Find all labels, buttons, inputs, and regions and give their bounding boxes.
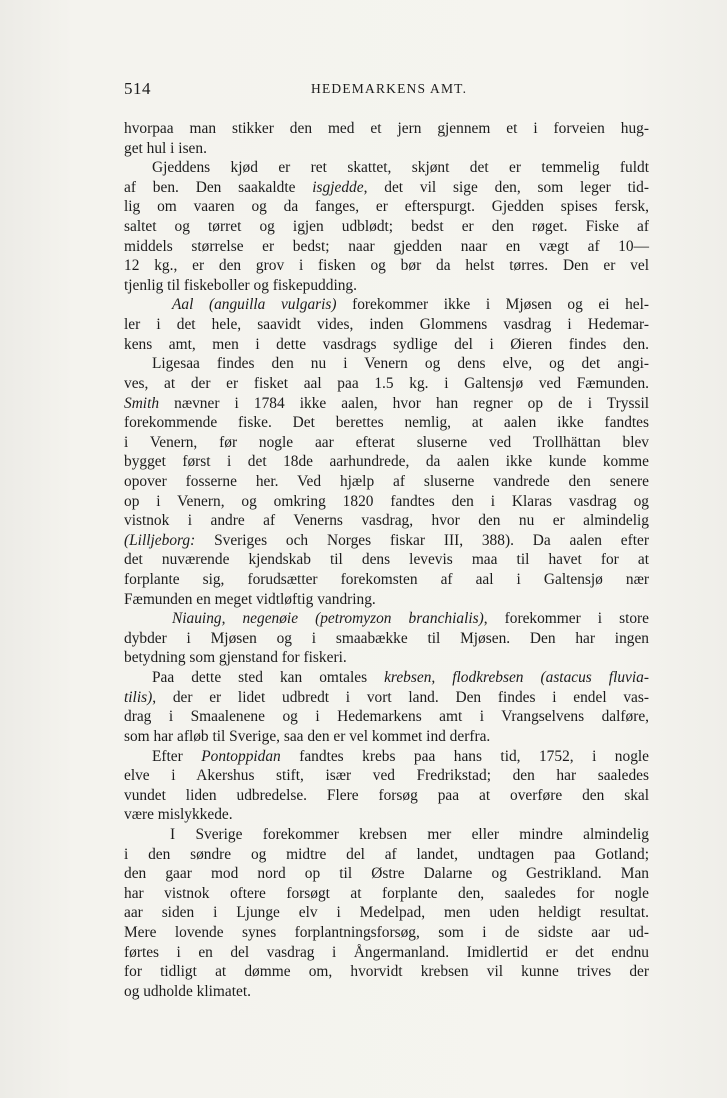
text-line: bygget først i det 18de aarhundrede, da aalen ikke kunde komme	[124, 453, 649, 471]
text-line: har vistnok oftere forsøgt at forplante den, saaledes for nogle	[124, 884, 649, 902]
text-line: dybder i Mjøsen og i smaabække til Mjøsen. Den har ingen	[124, 629, 649, 647]
text-line: forplante sig, forudsætter forekomsten af aal i Galtensjø nær	[124, 571, 649, 589]
body-text	[124, 119, 649, 1001]
text-line: for tidligt at dømme om, hvorvidt krebsen vil kunne trives der	[124, 963, 649, 981]
text-line: den gaar mod nord op til Østre Dalarne og Gestrikland. Man	[124, 865, 649, 883]
text-line: Paa dette sted kan omtales krebsen, flodkrebsen (astacus fluvia-	[152, 669, 649, 687]
running-title: HEDEMARKENS AMT.	[311, 81, 468, 96]
text-line: i den søndre og midtre del af landet, undtagen paa Gotland;	[124, 845, 649, 863]
text-line: kens amt, men i dette vasdrags sydlige del i Øieren findes den.	[124, 335, 649, 353]
text-line: vundet liden udbredelse. Flere forsøg paa at overføre den skal	[124, 786, 649, 804]
text-line: tjenlig til fiskeboller og fiskepudding.	[124, 276, 357, 294]
text-line: Fæmunden en meget vidtløftig vandring.	[124, 590, 376, 608]
text-line: være mislykkede.	[124, 806, 233, 824]
text-line: tilis), der er lidet udbredt i vort land. Den findes i endel vas-	[124, 688, 649, 706]
text-line: betydning som gjenstand for fiskeri.	[124, 649, 347, 667]
text-line: 12 kg., er den grov i fisken og bør da helst tørres. Den er vel	[124, 257, 649, 275]
text-line: og udholde klimatet.	[124, 982, 251, 1000]
text-line: i Venern, før nogle aar efterat sluserne ved Trollhättan blev	[124, 433, 649, 451]
text-line: lig om vaaren og da fanges, er efterspurgt. Gjedden spises fersk,	[124, 198, 649, 216]
text-line: elve i Akershus stift, især ved Fredrikstad; den har saaledes	[124, 767, 649, 785]
text-line: Aal (anguilla vulgaris) forekommer ikke i Mjøsen og ei hel-	[172, 296, 649, 314]
text-line: forekommende fiske. Det berettes nemlig, at aalen ikke fandtes	[124, 414, 649, 432]
text-line: (Lilljeborg: Sveriges och Norges fiskar III, 388). Da aalen efter	[124, 531, 649, 549]
text-line: af ben. Den saakaldte isgjedde, det vil sige den, som leger tid-	[124, 178, 649, 196]
text-line: Ligesaa findes den nu i Venern og dens elve, og det angi-	[152, 355, 649, 373]
text-line: middels størrelse er bedst; naar gjedden naar en vægt af 10—	[124, 237, 649, 255]
text-line: Mere lovende synes forplantningsforsøg, som i de sidste aar ud-	[124, 923, 649, 941]
text-line: get hul i isen.	[124, 139, 207, 157]
text-line: Efter Pontoppidan fandtes krebs paa hans tid, 1752, i nogle	[152, 747, 650, 765]
text-line: drag i Smaalenene og i Hedemarkens amt i Vrangselvens dalføre,	[124, 708, 649, 726]
text-line: Niauing, negenøie (petromyzon branchialis), forekommer i store	[172, 610, 649, 628]
text-line: ves, at der er fisket aal paa 1.5 kg. i Galtensjø ved Fæmunden.	[124, 374, 649, 392]
page-number: 514	[124, 79, 151, 98]
text-line: Gjeddens kjød er ret skattet, skjønt det er temmelig fuldt	[152, 159, 649, 177]
text-line: Smith nævner i 1784 ikke aalen, hvor han regner op de i Tryssil	[124, 394, 649, 412]
text-line: aar siden i Ljunge elv i Medelpad, men uden heldigt resultat.	[124, 904, 649, 922]
text-line: førtes i en del vasdrag i Ångermanland. Imidlertid er det endnu	[124, 943, 649, 961]
text-line: saltet og tørret og igjen udblødt; bedst er den røget. Fiske af	[124, 218, 649, 236]
text-line: ler i det hele, saavidt vides, inden Glommens vasdrag i Hedemar-	[124, 316, 649, 334]
text-line: op i Venern, og omkring 1820 fandtes den i Klaras vasdrag og	[124, 492, 649, 510]
text-line: det nuværende kjendskab til dens levevis maa til havet for at	[124, 551, 649, 569]
text-line: opover fosserne her. Ved hjælp af sluserne vandrede den senere	[124, 472, 649, 490]
text-line: vistnok i andre af Venerns vasdrag, hvor den nu er almindelig	[124, 512, 649, 530]
text-line: som har afløb til Sverige, saa den er vel kommet ind derfra.	[124, 727, 491, 745]
text-line: I Sverige forekommer krebsen mer eller mindre almindelig	[170, 825, 649, 843]
text-line: hvorpaa man stikker den med et jern gjennem et i forveien hug-	[124, 120, 649, 137]
